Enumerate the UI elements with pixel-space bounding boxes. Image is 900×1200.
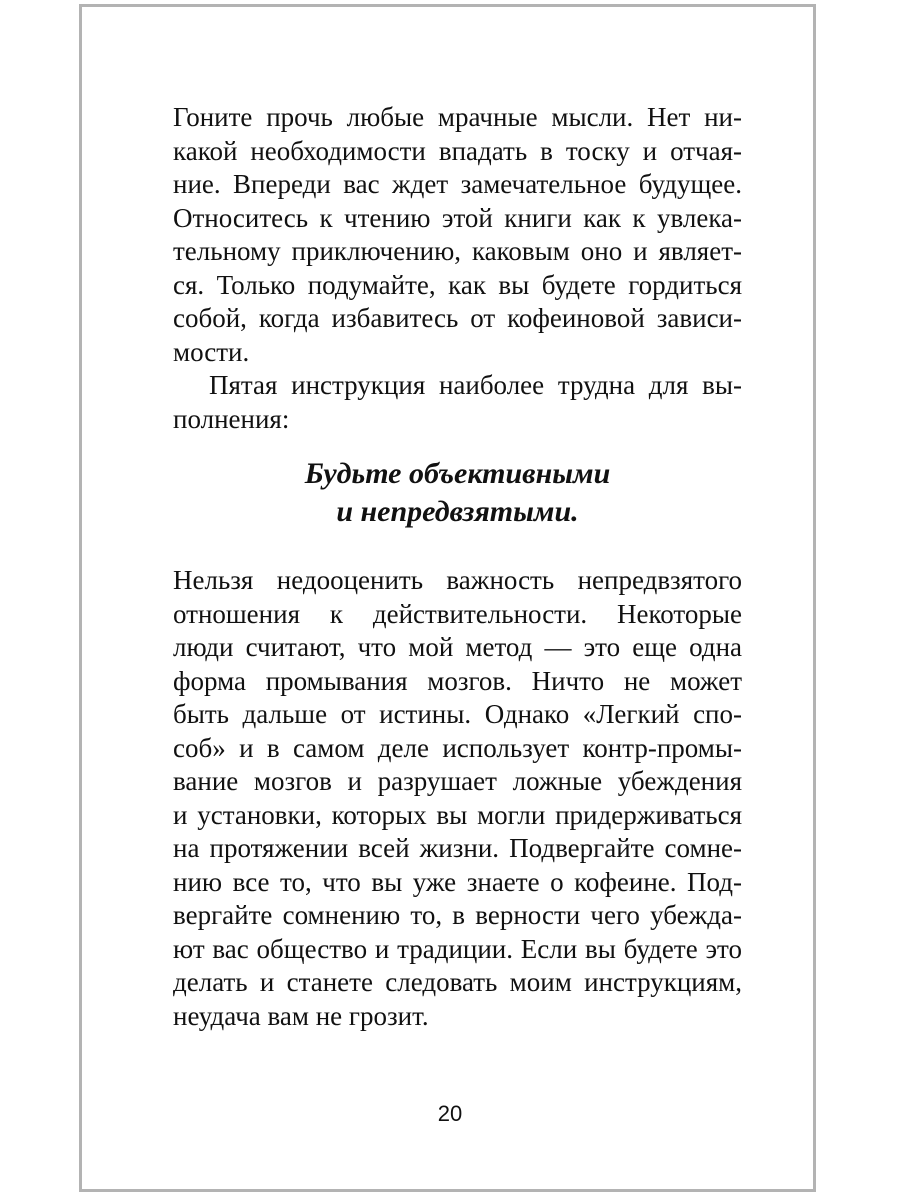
text-line: соб» и в самом деле использует контр-промы-	[173, 732, 742, 763]
text-line: делать и станете следовать моим инструкциям,	[173, 967, 742, 997]
text-line: форма промывания мозгов. Ничто не может	[173, 665, 742, 696]
heading-line: Будьте объективными	[304, 457, 611, 490]
text-line: Нельзя недооценить важность непредвзятого	[173, 565, 742, 595]
text-line: ся. Только подумайте, как вы будете гордиться	[173, 269, 742, 300]
text-line: на протяжении всей жизни. Подвергайте сомне-	[173, 833, 742, 863]
paragraph-1	[173, 101, 742, 369]
text-line: и установки, которых вы могли придерживаться	[173, 799, 742, 830]
text-line: ют вас общество и традиции. Если вы будете это	[173, 933, 742, 964]
text-line: люди считают, что мой метод — это еще одна	[173, 632, 742, 662]
text-line: вание мозгов и разрушает ложные убеждения	[173, 766, 742, 796]
text-line: неудача вам не грозит.	[173, 1000, 429, 1031]
text-line: собой, когда избавитесь от кофеиновой зависи-	[173, 303, 742, 333]
text-line: быть дальше от истины. Однако «Легкий спо-	[173, 699, 742, 729]
text-line: нию все то, что вы уже знаете о кофеине. Под-	[173, 866, 742, 897]
text-line: полнения:	[173, 403, 290, 434]
paragraph-2	[173, 369, 742, 436]
text-line: ние. Впереди вас ждет замечательное будущее.	[173, 169, 742, 199]
text-line: вергайте сомнению то, в верности чего убежда-	[173, 900, 742, 930]
heading-line: и непредвзятыми.	[336, 495, 579, 528]
text-line: отношения к действительности. Некоторые	[173, 598, 742, 629]
text-line: тельному приключению, каковым оно и являет-	[173, 236, 742, 266]
text-line: Гоните прочь любые мрачные мысли. Нет ни-	[173, 102, 742, 132]
text-line: мости.	[173, 336, 250, 367]
paragraph-3	[173, 564, 742, 1033]
text-line: Пятая инструкция наиболее трудна для вы-	[209, 370, 742, 400]
text-line: какой необходимости впадать в тоску и отчая-	[173, 135, 742, 166]
text-line: Относитесь к чтению этой книги как к увлека-	[173, 202, 742, 233]
section-heading	[173, 455, 742, 531]
page-number: 20	[437, 1101, 463, 1126]
